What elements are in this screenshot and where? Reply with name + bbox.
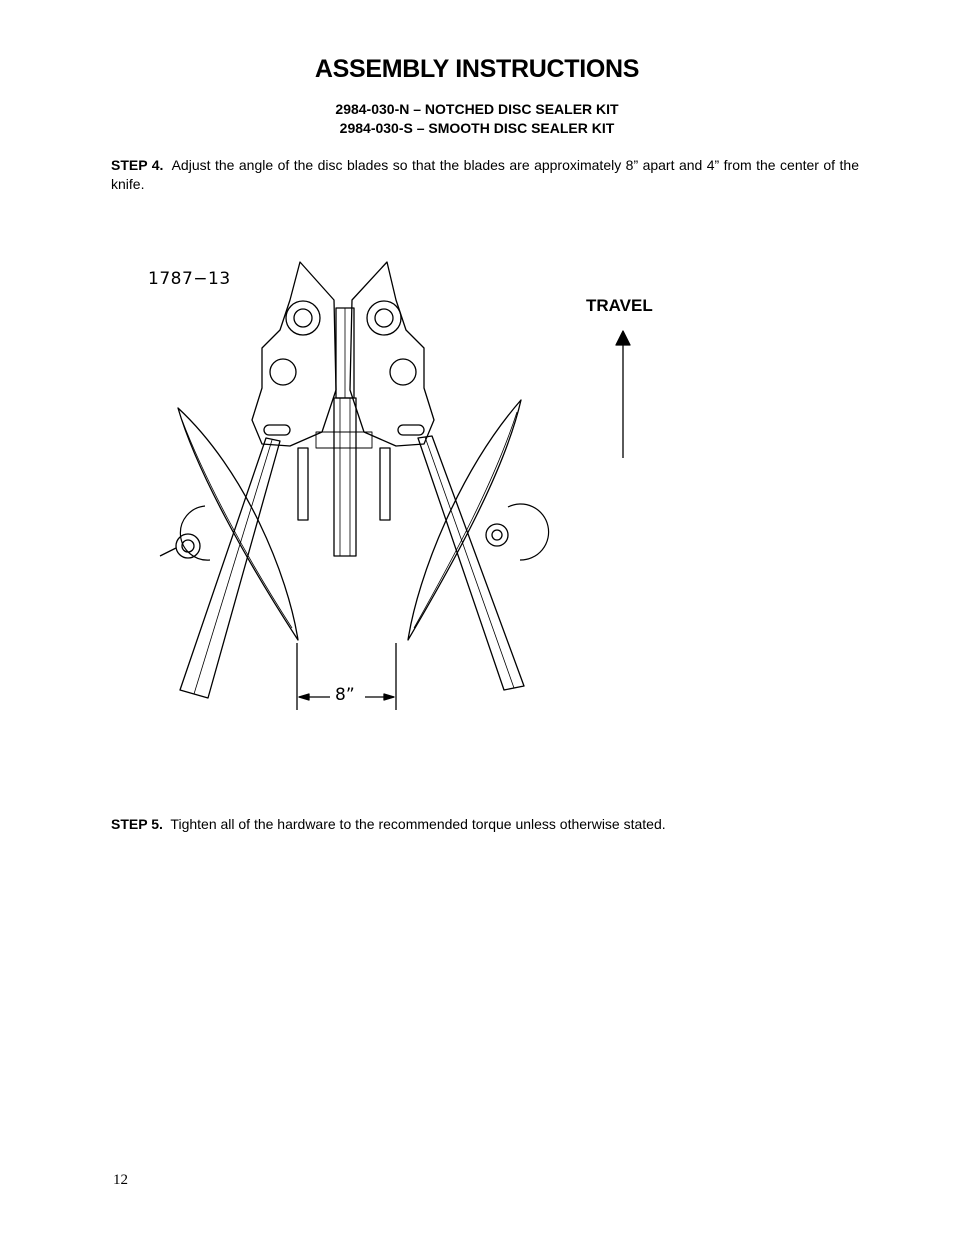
right-hub	[486, 504, 549, 560]
step-4-paragraph	[111, 156, 859, 194]
page-number: 12	[113, 1172, 128, 1188]
step-5-text: Tighten all of the hardware to the recommended torque unless otherwise stated.	[170, 816, 666, 832]
travel-arrow-head	[616, 331, 630, 345]
kit-smooth-title: 2984-030-S – SMOOTH DISC SEALER KIT	[339, 120, 615, 136]
figure-id: 1787−13	[148, 269, 231, 289]
left-arm	[180, 438, 280, 698]
right-disc-blade	[408, 400, 521, 640]
right-arm	[418, 436, 524, 690]
step-5-label: STEP 5.	[111, 816, 163, 832]
kit-notched-title: 2984-030-N – NOTCHED DISC SEALER KIT	[335, 101, 619, 117]
travel-label: TRAVEL	[586, 296, 653, 315]
step-4-text: Adjust the angle of the disc blades so that the blades are approximately 8” apart and 4” from the center of the knife.	[111, 157, 859, 192]
dimension-label: 8”	[335, 685, 355, 705]
step-5-paragraph	[111, 815, 859, 834]
left-bracket	[252, 262, 336, 446]
step-4-label: STEP 4.	[111, 157, 164, 173]
center-knife	[334, 398, 356, 556]
right-bracket	[350, 262, 434, 446]
page-title: ASSEMBLY INSTRUCTIONS	[314, 55, 640, 83]
left-hub	[160, 506, 210, 560]
disc-sealer-diagram	[140, 250, 680, 720]
